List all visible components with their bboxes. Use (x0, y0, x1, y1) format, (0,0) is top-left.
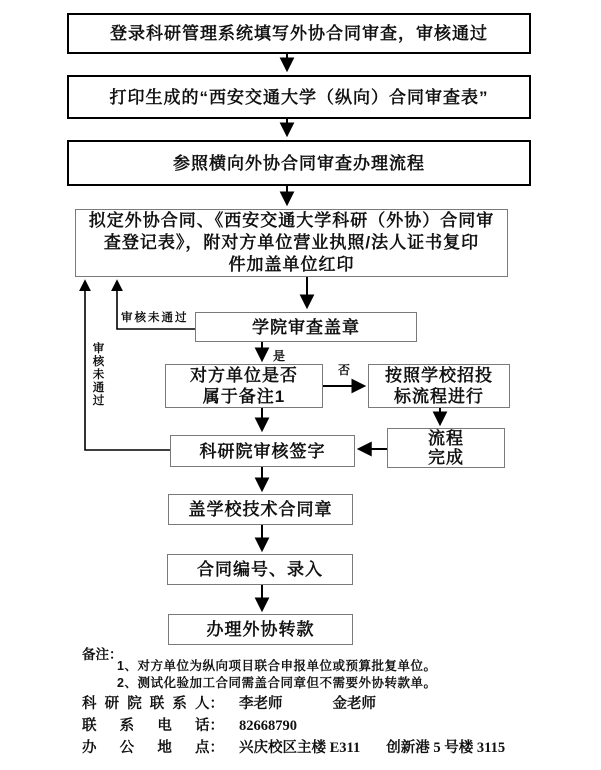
contact-address-2: 创新港 5 号楼 3115 (386, 740, 506, 756)
flow-step-login-label: 登录科研管理系统填写外协合同审查，审核通过 (110, 24, 488, 43)
flow-step-draft-line3: 件加盖单位红印 (228, 255, 355, 274)
contact-phone-number: 82668790 (239, 718, 297, 734)
flow-step-bidding-line2: 标流程进行 (394, 387, 484, 406)
label-college-review-failed: 审核未通过 (121, 312, 189, 324)
flow-step-tech-contract-seal (168, 494, 353, 525)
flow-step-bidding-line1: 按照学校招投 (385, 366, 493, 385)
flow-step-research-sign-label: 科研院审核签字 (199, 441, 326, 461)
contact-person-1: 李老师 (239, 696, 283, 712)
contact-row-address (82, 740, 505, 756)
note-item-2: 2、测试化验加工合同需盖合同章但不需要外协转款单。 (117, 676, 437, 690)
flow-step-decision-line2: 属于备注1 (202, 387, 286, 406)
flow-step-contract-number-entry (167, 554, 353, 585)
contact-phone-values (239, 718, 297, 734)
flow-step-college-review (195, 312, 417, 342)
flow-step-complete-line2: 完成 (428, 448, 464, 467)
contact-person-values (239, 696, 376, 712)
flow-step-print (67, 75, 531, 119)
flow-step-draft-line2: 查登记表》，附对方单位营业执照/法人证书复印 (103, 233, 480, 252)
flow-step-seal-label: 盖学校技术合同章 (188, 500, 333, 519)
contact-address-values (239, 740, 505, 756)
flow-step-draft-line1: 拟定外协合同、《西安交通大学科研（外协）合同审 (88, 211, 495, 230)
flow-step-bidding-process (368, 364, 510, 408)
flow-step-transfer-label: 办理外协转款 (206, 620, 315, 639)
contact-row-person (82, 696, 376, 712)
contact-person-2: 金老师 (332, 696, 376, 712)
flow-step-process-complete (387, 428, 505, 468)
label-research-review-failed: 审核未通过 (92, 343, 105, 407)
flow-step-refer-label: 参照横向外协合同审查办理流程 (173, 153, 425, 173)
contact-address-1: 兴庆校区主楼 E311 (239, 740, 361, 756)
flow-step-login (67, 13, 531, 54)
contact-address-label: 办 公 地 点： (82, 740, 224, 756)
flow-step-number-label: 合同编号、录入 (197, 560, 323, 579)
flow-step-complete-line1: 流程 (428, 429, 464, 448)
flow-step-decision-partner-unit (165, 364, 323, 408)
flow-step-draft-contract (75, 209, 508, 277)
contact-row-phone (82, 718, 297, 734)
branch-label-yes: 是 (273, 349, 286, 363)
flow-step-college-review-label: 学院审查盖章 (252, 317, 360, 337)
contact-person-label: 科 研 院 联 系 人： (82, 696, 224, 712)
contact-phone-label: 联 系 电 话： (82, 718, 224, 734)
flow-step-decision-line1: 对方单位是否 (190, 366, 298, 385)
flow-step-transfer-payment (168, 614, 353, 645)
notes-title: 备注： (82, 647, 123, 662)
note-item-1: 1、对方单位为纵向项目联合申报单位或预算批复单位。 (117, 659, 437, 673)
flow-step-print-label: 打印生成的“西安交通大学（纵向）合同审查表” (109, 87, 489, 107)
branch-label-no: 否 (338, 363, 351, 377)
flow-step-refer (67, 140, 531, 186)
flow-step-research-institute-sign (170, 435, 355, 467)
